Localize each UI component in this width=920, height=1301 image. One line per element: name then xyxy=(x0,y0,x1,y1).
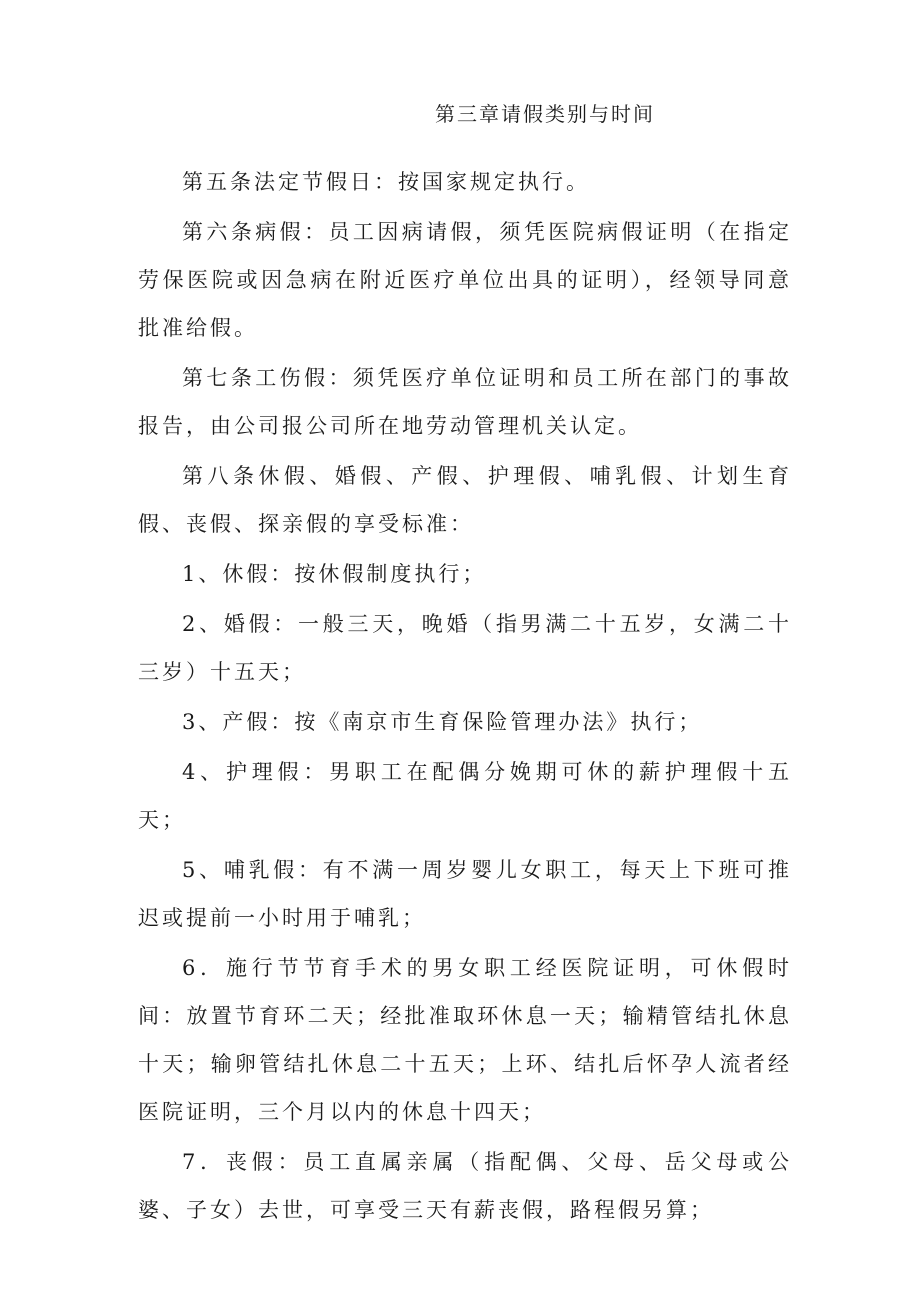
paragraph-article-6: 第六条病假：员工因病请假，须凭医院病假证明（在指定劳保医院或因急病在附近医疗单位出具的证明），经领导同意批准给假。 xyxy=(138,220,792,340)
list-item-annual-leave: 1、休假：按休假制度执行； xyxy=(182,562,487,586)
list-item-bereavement-leave: 7．丧假：员工直属亲属（指配偶、父母、岳父母或公婆、子女）去世，可享受三天有薪丧假，路程假另算； xyxy=(138,1150,792,1222)
paragraph-article-5: 第五条法定节假日：按国家规定执行。 xyxy=(182,170,590,194)
list-item-maternity-leave: 3、产假：按《南京市生育保险管理办法》执行； xyxy=(182,710,703,734)
list-item-family-planning-leave: 6．施行节节育手术的男女职工经医院证明，可休假时间：放置节育环二天；经批准取环休息一天；输精管结扎休息十天；输卵管结扎休息二十五天；上环、结扎后怀孕人流者经医院证明，三个月以内的休息十四天； xyxy=(138,956,792,1124)
list-item-marriage-leave: 2、婚假：一般三天，晚婚（指男满二十五岁，女满二十三岁）十五天； xyxy=(138,612,792,684)
paragraph-article-8: 第八条休假、婚假、产假、护理假、哺乳假、计划生育假、丧假、探亲假的享受标准： xyxy=(138,464,792,536)
list-item-nursing-leave: 4、护理假：男职工在配偶分娩期可休的薪护理假十五天； xyxy=(138,760,792,832)
paragraph-article-7: 第七条工伤假：须凭医疗单位证明和员工所在部门的事故报告，由公司报公司所在地劳动管理机关认定。 xyxy=(138,366,792,438)
chapter-title: 第三章请假类别与时间 xyxy=(435,102,655,126)
list-item-breastfeeding-leave: 5、哺乳假：有不满一周岁婴儿女职工，每天上下班可推迟或提前一小时用于哺乳； xyxy=(138,858,792,930)
document-body xyxy=(138,158,792,1234)
